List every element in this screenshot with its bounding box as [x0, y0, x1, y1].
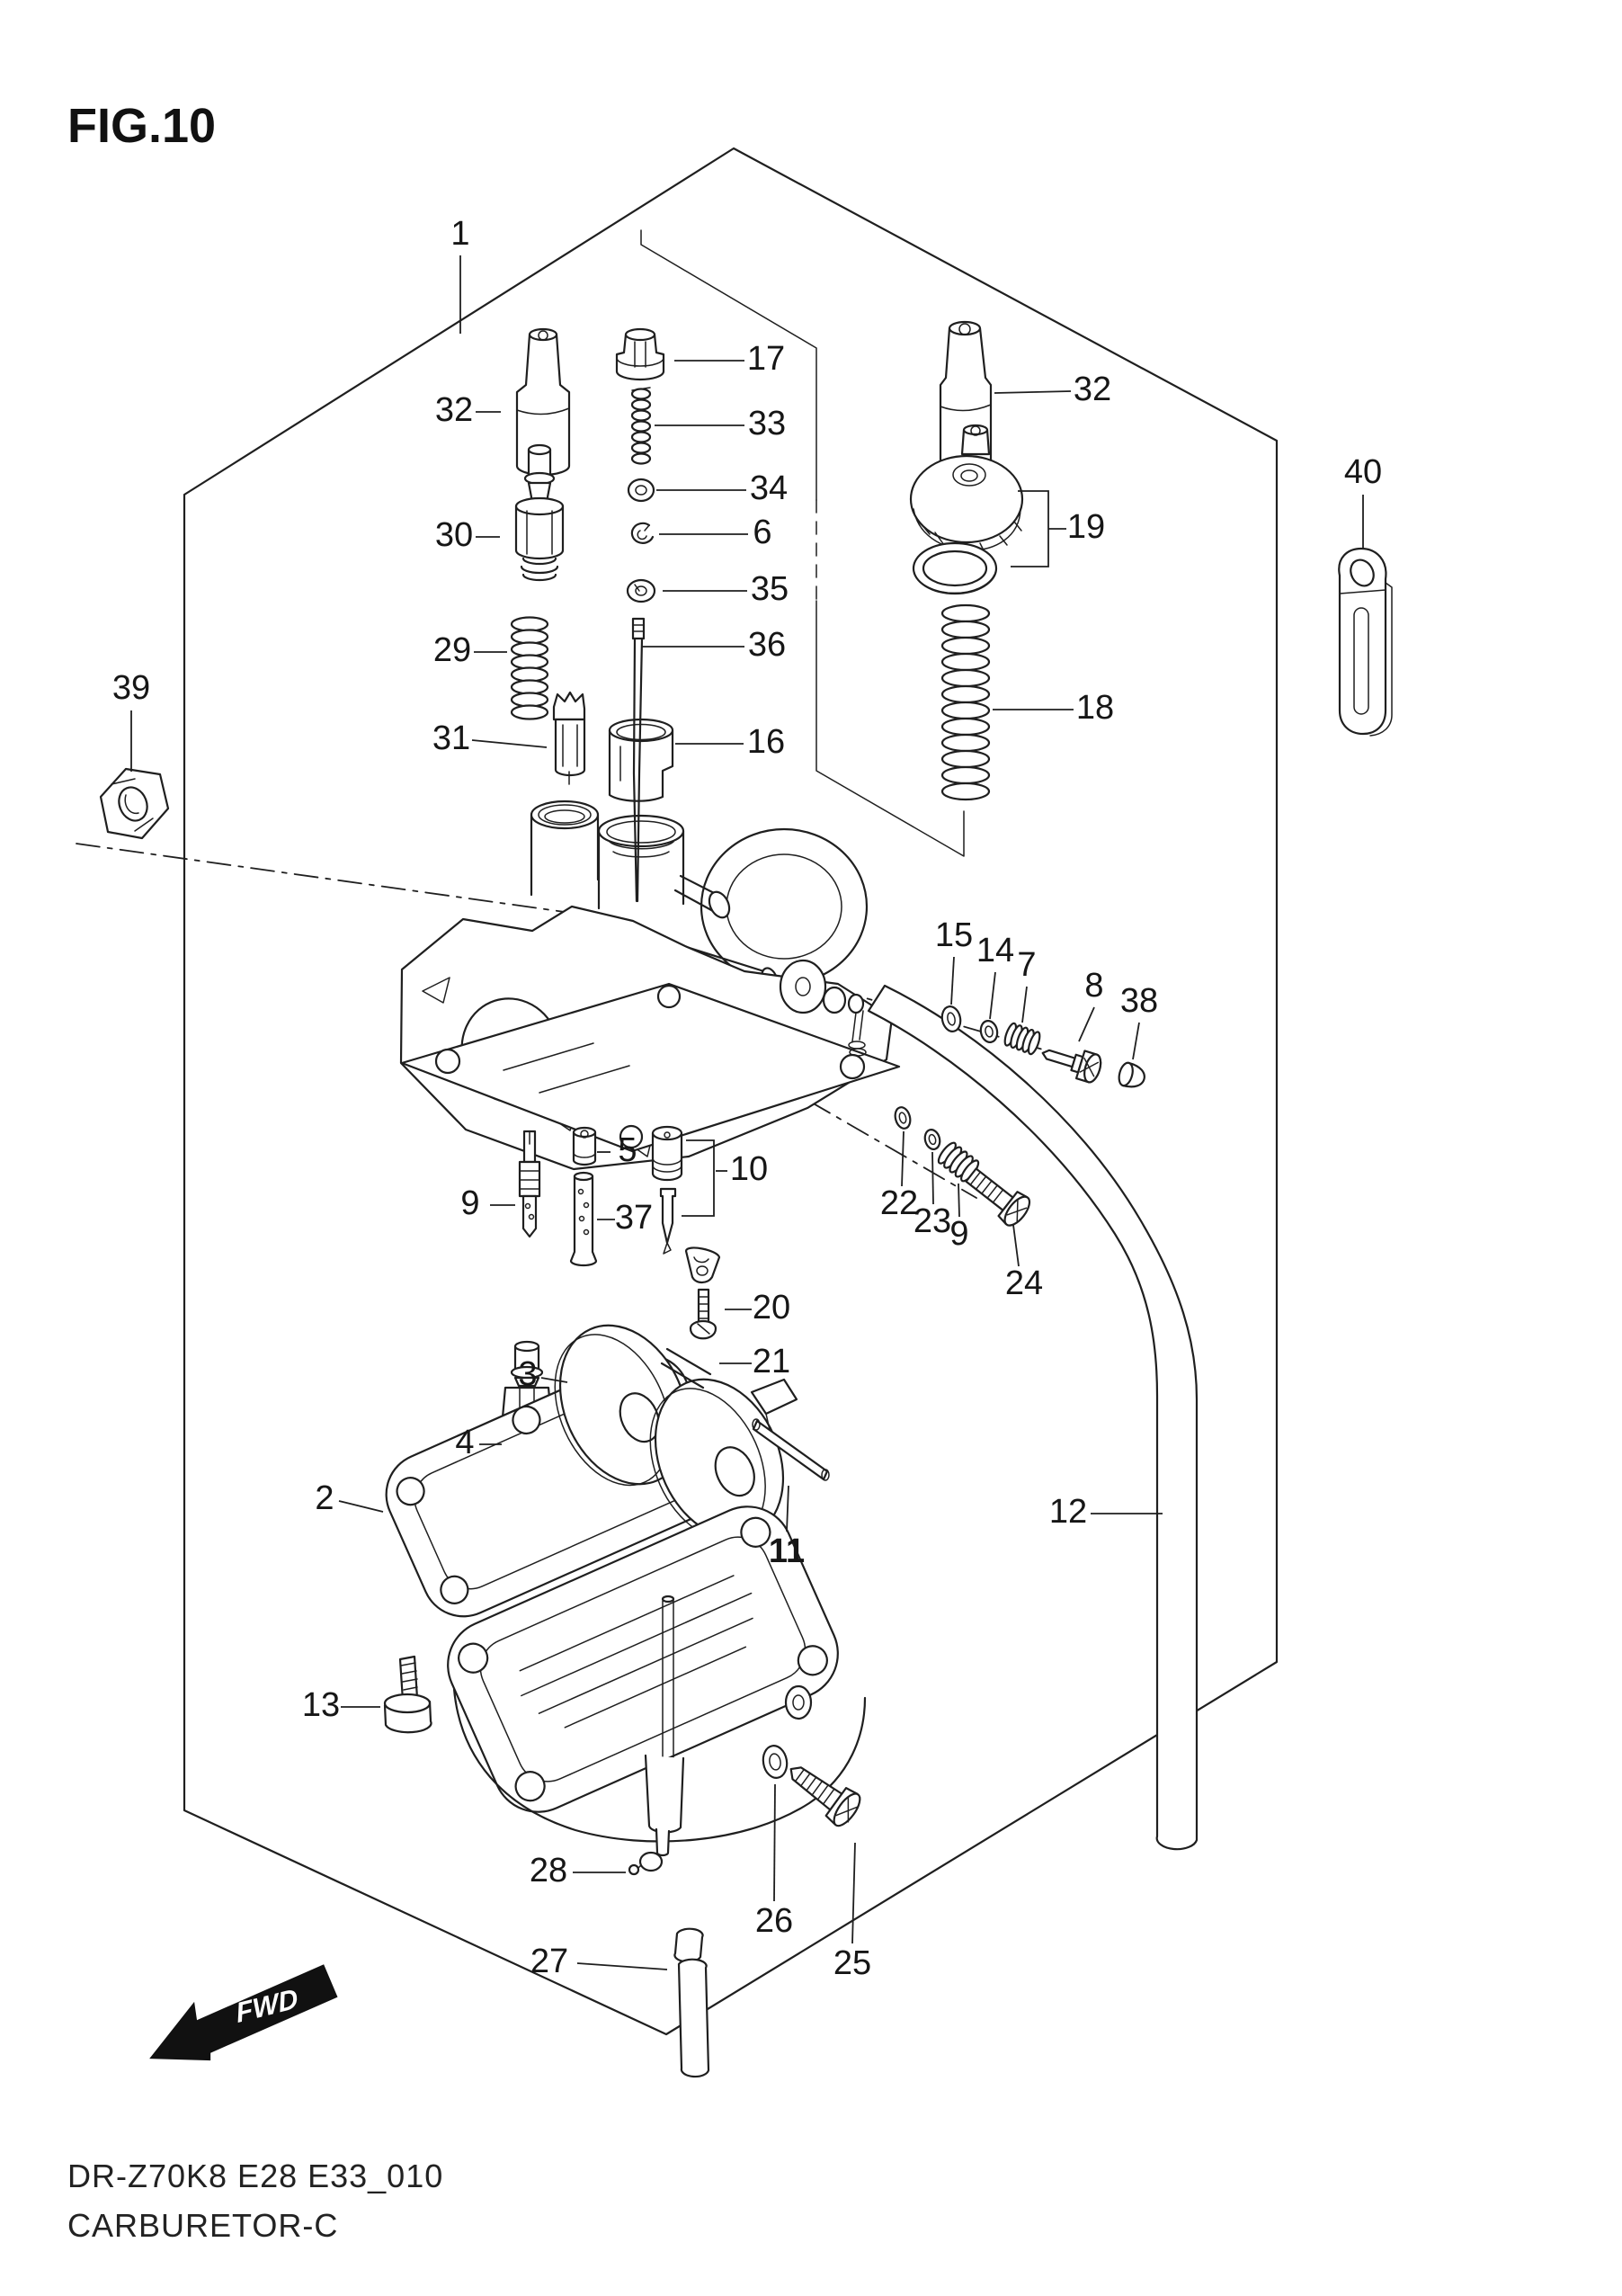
callout-label-15: 15 [934, 916, 974, 955]
callout-label-31: 31 [432, 719, 471, 758]
callout-leader-25 [852, 1843, 855, 1943]
callout-label-18: 18 [1075, 689, 1115, 728]
axis-line-choke [76, 844, 565, 912]
callout-label-29: 29 [432, 631, 472, 670]
callout-leader-24 [1013, 1225, 1019, 1266]
callout-label-16: 16 [746, 723, 786, 762]
part-6-e-ring [632, 523, 653, 543]
part-39-nut [101, 769, 168, 838]
callout-leader-7 [1022, 987, 1027, 1023]
callout-label-9-left: 9 [460, 1184, 480, 1223]
part-26-washer [761, 1744, 789, 1780]
part-34-washer [628, 479, 654, 501]
callout-label-17: 17 [746, 340, 786, 379]
callout-leader-2 [339, 1501, 383, 1512]
part-28-drain-clip [629, 1853, 662, 1874]
callout-label-38: 38 [1119, 982, 1159, 1021]
callout-leader-31 [472, 740, 547, 747]
callout-label-35: 35 [750, 570, 789, 609]
callout-label-13: 13 [301, 1686, 341, 1725]
part-38-plug [1117, 1061, 1147, 1090]
part-7-spring [1003, 1022, 1042, 1055]
footer-figure-caption: CARBURETOR-C [67, 2207, 339, 2244]
part-33-spring [632, 388, 650, 464]
footer-model-code: DR-Z70K8 E28 E33_010 [67, 2158, 444, 2194]
callout-label-26: 26 [754, 1902, 794, 1941]
part-35-washer [628, 580, 655, 602]
callout-leader-11 [787, 1486, 789, 1532]
callout-leader-38 [1133, 1023, 1139, 1059]
part-18-spring [942, 605, 989, 800]
callout-label-21: 21 [752, 1343, 791, 1381]
callout-label-8: 8 [1084, 967, 1104, 1005]
part-22-washer [893, 1105, 913, 1130]
callout-leader-14 [990, 972, 995, 1019]
part-5-plug-cap [574, 1128, 595, 1165]
callout-label-10: 10 [729, 1150, 769, 1189]
callout-label-25: 25 [833, 1944, 872, 1983]
callout-label-11: 11 [768, 1532, 806, 1571]
carb-body [401, 801, 899, 1169]
part-27-overflow-tube [674, 1929, 709, 2077]
part-29-spring [512, 618, 548, 719]
part-8-pilot-screw [1038, 1040, 1103, 1085]
callout-leader-32-right [994, 391, 1071, 393]
part-10-float-valve [653, 1127, 682, 1254]
callout-leader-15 [951, 957, 954, 1005]
callout-label-5: 5 [618, 1131, 637, 1170]
figure-title: FIG.10 [67, 99, 217, 153]
callout-label-28: 28 [529, 1852, 568, 1890]
callout-label-4: 4 [455, 1424, 475, 1462]
callout-label-23: 23 [913, 1202, 952, 1241]
callout-leader-8 [1079, 1007, 1094, 1041]
callout-label-2: 2 [315, 1479, 334, 1518]
part-23-washer [922, 1128, 941, 1150]
callout-label-7: 7 [1017, 946, 1037, 985]
callout-label-34: 34 [749, 469, 789, 508]
callout-leader-26 [774, 1784, 775, 1901]
callout-label-19: 19 [1066, 508, 1106, 547]
callout-leader-9-right [958, 1184, 959, 1217]
callout-label-6: 6 [753, 514, 772, 552]
part-12-hose [869, 986, 1197, 1849]
part-25-drain-plug-screw [780, 1754, 864, 1830]
part-31-needle-jet [554, 692, 584, 784]
callout-label-32-left: 32 [434, 391, 474, 430]
part-19-cable-adjuster [911, 425, 1022, 594]
callout-label-22: 22 [879, 1184, 919, 1223]
callout-label-27: 27 [530, 1943, 569, 1981]
callout-label-37: 37 [614, 1199, 654, 1237]
callout-label-32-right: 32 [1073, 371, 1112, 409]
callout-label-33: 33 [747, 405, 787, 443]
callout-label-36: 36 [747, 626, 787, 665]
callout-leader-23 [932, 1152, 933, 1204]
callout-label-1: 1 [450, 215, 470, 254]
fwd-arrow [138, 1963, 344, 2074]
callout-label-3: 3 [518, 1355, 538, 1394]
part-13-bowl-screw [385, 1657, 431, 1732]
part-20-float-arm-clip [686, 1247, 719, 1282]
callout-label-12: 12 [1048, 1493, 1088, 1532]
callout-label-40: 40 [1343, 453, 1383, 492]
fwd-label: FWD [234, 1982, 300, 2030]
part-14-washer [979, 1019, 1000, 1043]
callout-label-14: 14 [976, 932, 1015, 970]
callout-leader-22 [902, 1131, 904, 1186]
part-21-arm-screw [691, 1290, 716, 1338]
callout-label-20: 20 [752, 1289, 791, 1327]
callout-label-39: 39 [111, 669, 151, 708]
part-40-cable-bracket [1339, 549, 1392, 736]
part-37-needle-jet-tube [571, 1173, 596, 1265]
callout-label-30: 30 [434, 516, 474, 555]
part-17-needle-clip-holder [617, 329, 664, 380]
callout-label-9-right: 9 [949, 1215, 969, 1254]
inner-boundary-line [641, 230, 964, 856]
callout-leader-27 [577, 1963, 667, 1970]
callout-label-24: 24 [1004, 1264, 1044, 1303]
